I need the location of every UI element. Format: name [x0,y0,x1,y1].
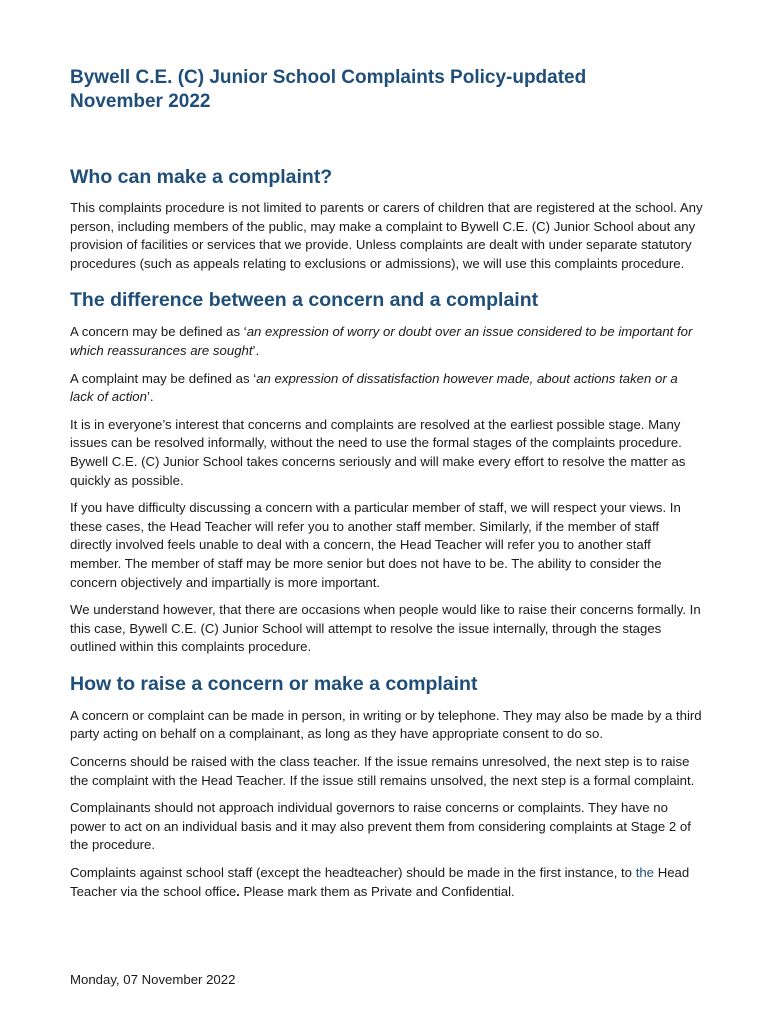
footer-date: Monday, 07 November 2022 [70,972,236,987]
staff-complaints-middle: Head Teacher via the school office [70,865,690,899]
paragraph-formal-concerns: We understand however, that there are occasions when people would like to raise their concerns formally. In this case, Bywell C.E. (C) Junior School will attempt to resolve the issue internally, through the stages outlined within this complaints procedure. [70,602,701,655]
paragraph-who-to-raise-with: Concerns should be raised with the class teacher. If the issue remains unresolved, the next step is to raise the complaint with the Head Teacher. If the issue still remains unsolved, the next step is a formal complaint. [70,754,695,788]
paragraph-concern-definition [70,323,704,360]
staff-complaints-prefix: Complaints against school staff (except the headteacher) should be made in the first instance, to [70,865,636,881]
complaint-definition-prefix: A complaint may be defined as ‘ [70,370,257,386]
complaint-definition-quote: an expression of dissatisfaction however made, about actions taken or a lack of action [70,370,678,405]
heading-concern-vs-complaint: The difference between a concern and a complaint [70,289,539,312]
paragraph-how-made: A concern or complaint can be made in person, in writing or by telephone. They may also be made by a third party acting on behalf on a complainant, as long as they have appropriate consent to do so. [70,707,702,742]
heading-how-to-raise: How to raise a concern or make a complaint [70,672,478,695]
staff-complaints-suffix: Please mark them as Private and Confidential. [239,883,515,899]
paragraph-who-can-complain: This complaints procedure is not limited to parents or carers of children that are registered at the school. Any person, including members of the public, may make a complaint to Bywell C.E. (C) Junior School about any provision of facilities or services that we provide. Unless complaints are dealt with under separate statutory procedures (such as appeals relating to exclusions or admissions), we will use this complaints procedure. [70,200,703,271]
paragraph-complaint-definition [70,370,704,407]
document-title-line1: Bywell C.E. (C) Junior School Complaints Policy-updated [70,67,587,88]
paragraph-governors: Complainants should not approach individual governors to raise concerns or complaints. They have no power to act on an individual basis and it may also prevent them from considering complaints at Stage 2 of the procedure. [70,800,691,853]
paragraph-early-resolution: It is in everyone’s interest that concerns and complaints are resolved at the earliest possible stage. Many issues can be resolved informally, without the need to use the formal stages of the complaints procedure. Bywell C.E. (C) Junior School takes concerns seriously and will make every effort to resolve the matter as quickly as possible. [70,416,686,488]
document-page [70,66,704,901]
concern-definition-prefix: A concern may be defined as ‘ [70,324,247,340]
concern-definition-suffix: ’. [252,342,260,358]
document-title [70,66,704,114]
staff-complaints-bold-period: . [236,883,240,899]
staff-complaints-link-word: the [635,865,655,881]
paragraph-difficulty-discussing: If you have difficulty discussing a concern with a particular member of staff, we will respect your views. In these cases, the Head Teacher will refer you to another staff member. Similarly, if the member of staff directly involved feels unable to deal with a concern, the Head Teacher will refer you to another staff member. The member of staff may be more senior but does not have to be. The ability to consider the concern objectively and impartially is more important. [70,500,681,590]
concern-definition-quote: an expression of worry or doubt over an issue considered to be important for which reassurances are sought [70,324,693,358]
document-title-line2: November 2022 [70,91,211,112]
heading-who-can-complain: Who can make a complaint? [70,166,333,188]
paragraph-staff-complaints [70,864,704,901]
complaint-definition-suffix: ’. [146,389,154,405]
